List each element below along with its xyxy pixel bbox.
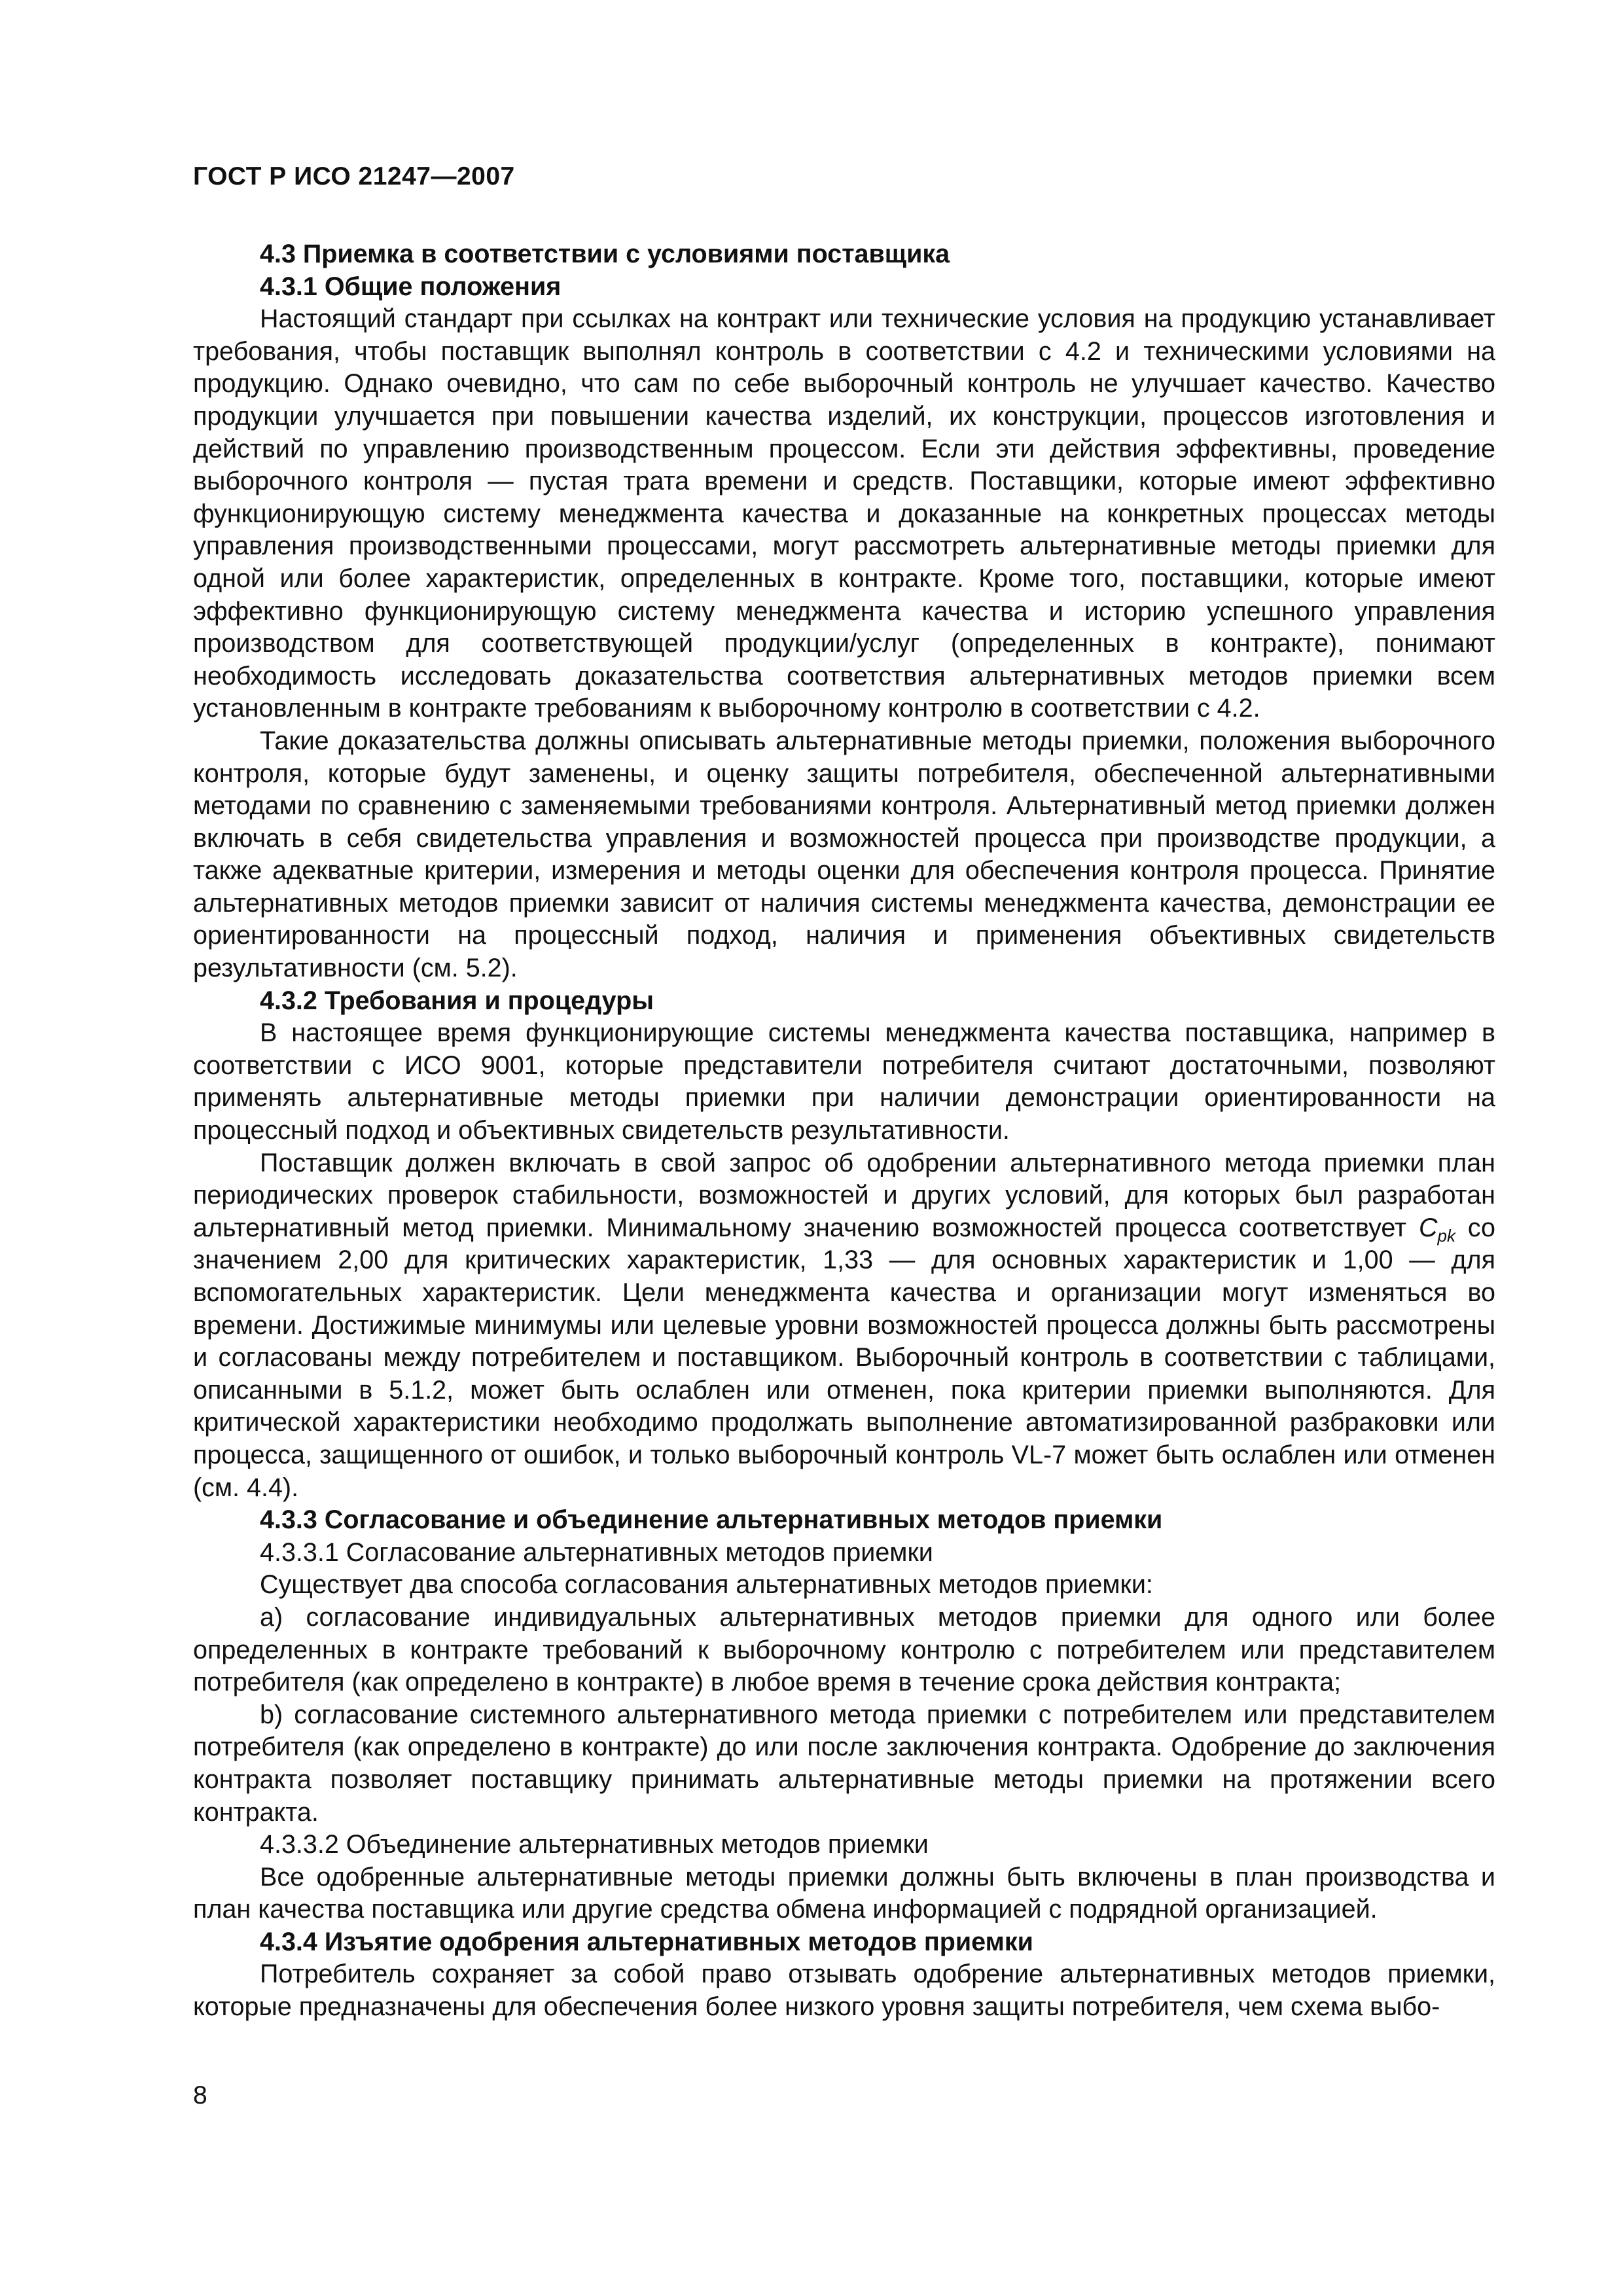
document-body — [193, 238, 1495, 2024]
page-number: 8 — [193, 2081, 207, 2109]
subsection-heading-4-3-3-1: 4.3.3.1 Согласование альтернативных методов приемки — [260, 1537, 933, 1567]
cpk-symbol — [1418, 1213, 1455, 1246]
list-item-b: b) согласование системного альтернативного метода приемки с потребителем или представителем потребителя (как определено в контракте) до или после заключения контракта. Одобрение до заключения контракта позволяет поставщику принимать альтернативные методы приемки на протяжении всего контракта. — [193, 1700, 1495, 1827]
section-heading-4-3-2: 4.3.2 Требования и процедуры — [260, 986, 654, 1015]
paragraph: Все одобренные альтернативные методы приемки должны быть включены в план производства и план качества поставщика или другие средства обмена информацией с подрядной организацией. — [193, 1862, 1495, 1924]
section-heading-4-3: 4.3 Приемка в соответствии с условиями поставщика — [260, 240, 950, 268]
paragraph: Настоящий стандарт при ссылках на контракт или технические условия на продукцию устанавливает требования, чтобы поставщик выполнял контроль в соответствии с 4.2 и техническими условиями на продукцию. Однако очевидно, что сам по себе выборочный контроль не улучшает качество. Качество продукции улучшается при повышении качества изделий, их конструкции, процессов изготовления и действий по управлению производственным процессом. Если эти действия эффективны, проведение выборочного контроля — пустая трата времени и средств. Поставщики, которые имеют эффективно функционирующую систему менеджмента качества и доказанные на конкретных процессах методы управления производственными процессами, могут рассмотреть альтернативные методы приемки для одной или более характеристик, определенных в контракте. Кроме того, поставщики, которые имеют эффективно функционирующую систему менеджмента качества и историю успешного управления производством для соответствующей продукции/услуг (определенных в контракте), понимают необходимость исследовать доказательства соответствия альтернативных методов приемки всем установленным в контракте требованиям к выборочному контролю в соответствии с 4.2. — [193, 304, 1495, 723]
cpk-subscript: pk — [1437, 1225, 1455, 1246]
section-heading-4-3-3: 4.3.3 Согласование и объединение альтернативных методов приемки — [260, 1505, 1163, 1535]
paragraph: Потребитель сохраняет за собой право отзывать одобрение альтернативных методов приемки, которые предназначены для обеспечения более низкого уровня защиты потребителя, чем схема выбо- — [193, 1960, 1495, 2022]
section-heading-4-3-4: 4.3.4 Изъятие одобрения альтернативных методов приемки — [260, 1927, 1033, 1956]
paragraph-text: Поставщик должен включать в свой запрос об одобрении альтернативного метода приемки план периодических проверок стабильности, возможностей и других условий, для которых был разработан альтернативный метод приемки. Минимальному значению возможностей процесса соответствует — [193, 1148, 1495, 1242]
cpk-letter: C — [1418, 1213, 1438, 1242]
section-heading-4-3-1: 4.3.1 Общие положения — [260, 272, 562, 301]
paragraph-text: со значением 2,00 для критических характеристик, 1,33 — для основных характеристик и 1,00 — для вспомогательных характеристик. Цели менеджмента качества и организации могут изменяться во времени. Достижимые минимумы или целевые уровни возможностей процесса должны быть рассмотрены и согласованы между потребителем и поставщиком. Выборочный контроль в соответствии с таблицами, описанными в 5.1.2, может быть ослаблен или отменен, пока критерии приемки выполняются. Для критической характеристики необходимо продолжать выполнение автоматизированной разбраковки или процесса, защищенного от ошибок, и только выборочный контроль VL-7 может быть ослаблен или отменен (см. 4.4). — [193, 1213, 1495, 1502]
subsection-heading-4-3-3-2: 4.3.3.2 Объединение альтернативных методов приемки — [260, 1830, 929, 1859]
paragraph: В настоящее время функционирующие системы менеджмента качества поставщика, например в соответствии с ИСО 9001, которые представители потребителя считают достаточными, позволяют применять альтернативные методы приемки при наличии демонстрации ориентированности на процессный подход и объективных свидетельств результативности. — [193, 1018, 1495, 1145]
document-header: ГОСТ Р ИСО 21247—2007 — [193, 162, 515, 190]
paragraph: Такие доказательства должны описывать альтернативные методы приемки, положения выборочного контроля, которые будут заменены, и оценку защиты потребителя, обеспеченной альтернативными методами по сравнению с заменяемыми требованиями контроля. Альтернативный метод приемки должен включать в себя свидетельства управления и возможностей процесса при производстве продукции, а также адекватные критерии, измерения и методы оценки для обеспечения контроля процесса. Принятие альтернативных методов приемки зависит от наличия системы менеджмента качества, демонстрации ее ориентированности на процессный подход, наличия и применения объективных свидетельств результативности (см. 5.2). — [193, 726, 1495, 983]
paragraph: Существует два способа согласования альтернативных методов приемки: — [260, 1570, 1153, 1600]
paragraph-cpk — [193, 1147, 1495, 1505]
list-item-a: a) согласование индивидуальных альтернативных методов приемки для одного или более определенных в контракте требований к выборочному контролю с потребителем или представителем потребителя (как определено в контракте) в любое время в течение срока действия контракта; — [193, 1602, 1495, 1697]
